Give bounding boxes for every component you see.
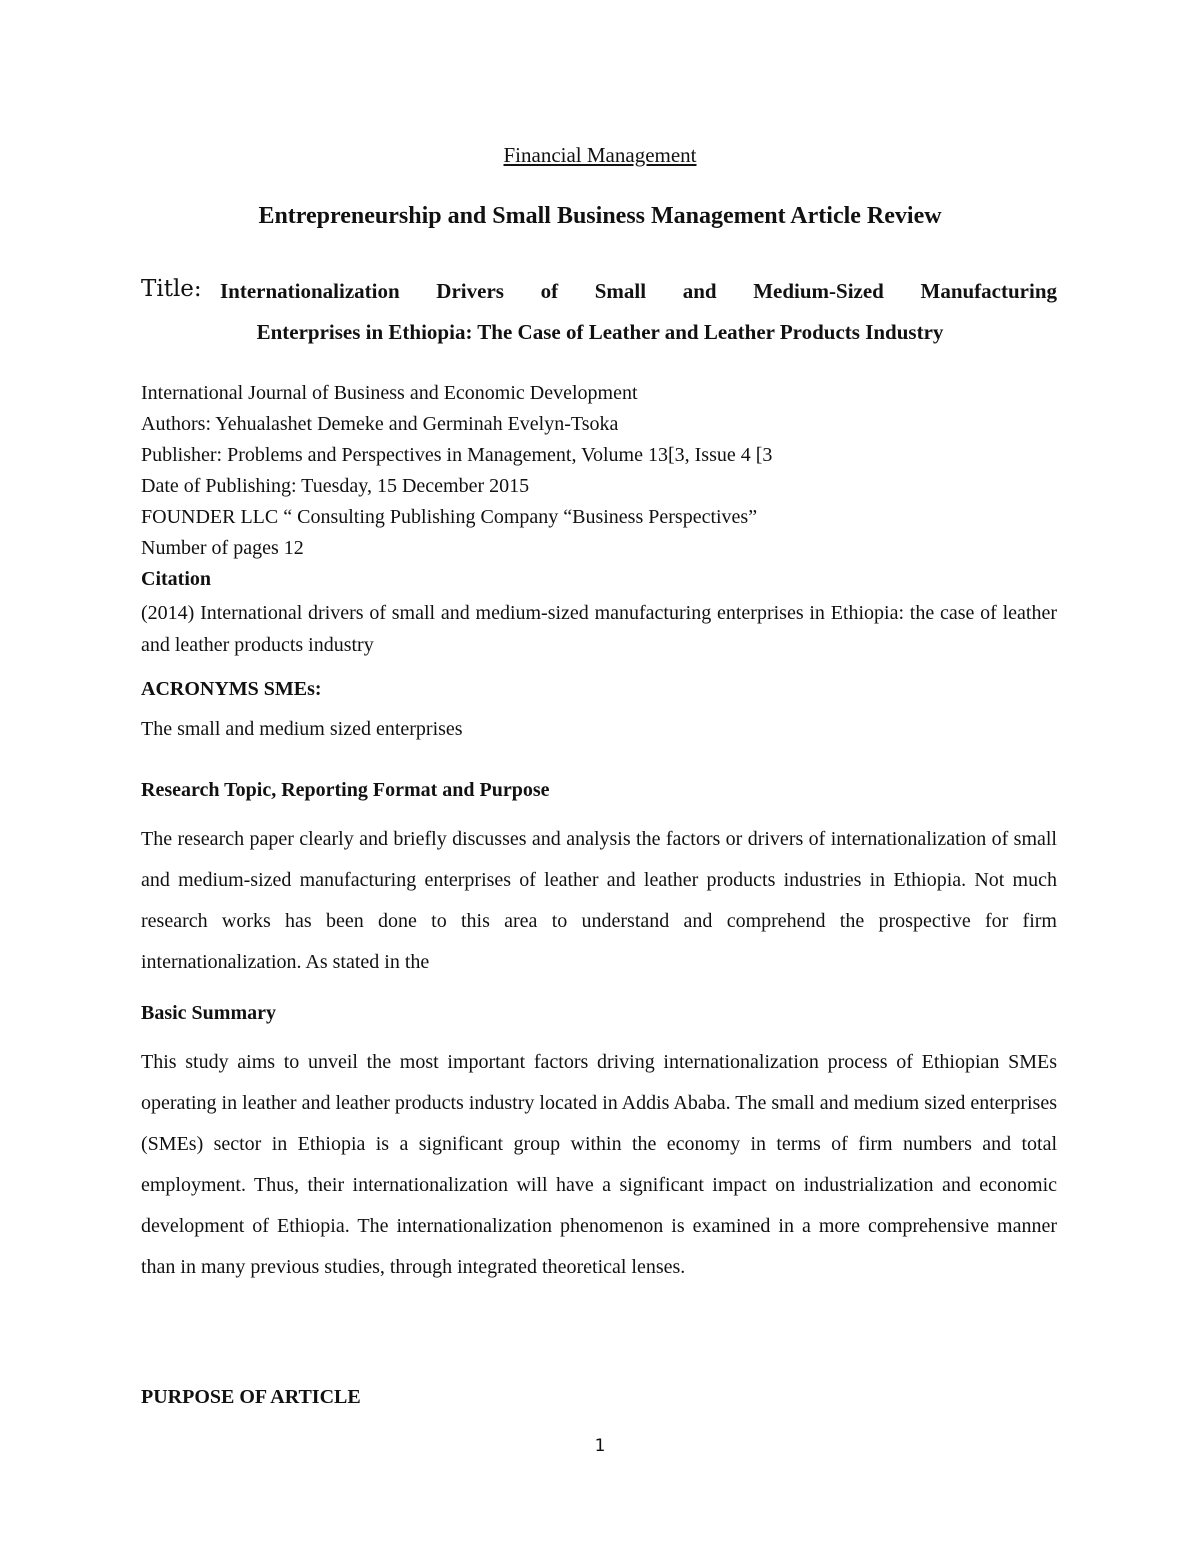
title-label: Title: <box>141 276 202 302</box>
article-metadata <box>141 378 1057 595</box>
research-topic-heading: Research Topic, Reporting Format and Purpose <box>141 779 550 801</box>
basic-summary-heading: Basic Summary <box>141 1002 276 1024</box>
research-topic-paragraph: The research paper clearly and briefly discusses and analysis the factors or drivers of internationalization of small and medium-sized manufacturing enterprises of leather and leather products industries in Ethiopia. Not much research works has been done to this area to understand and comprehend the prospective for firm internationalization. As stated in the <box>141 828 1057 973</box>
publishing-date-line: Date of Publishing: Tuesday, 15 December 2015 <box>141 475 530 497</box>
authors-line: Authors: Yehualashet Demeke and Germinah Evelyn-Tsoka <box>141 413 619 435</box>
basic-summary-paragraph: This study aims to unveil the most important factors driving internationalization process of Ethiopian SMEs operating in leather and leather products industry located in Addis Ababa. The small and medium sized enterprises (SMEs) sector in Ethiopia is a significant group within the economy in terms of firm numbers and total employment. Thus, their internationalization will have a significant impact on industrialization and economic development of Ethiopia. The internationalization phenomenon is examined in a more comprehensive manner than in many previous studies, through integrated theoretical lenses. <box>141 1051 1057 1278</box>
citation-text: (2014) International drivers of small and medium-sized manufacturing enterprises in Ethiopia: the case of leather and leather products industry <box>141 602 1057 656</box>
citation-heading: Citation <box>141 568 211 590</box>
article-title-line-2: Enterprises in Ethiopia: The Case of Leather and Leather Products Industry <box>256 320 944 344</box>
page-count-line: Number of pages 12 <box>141 537 304 559</box>
publisher-line: Publisher: Problems and Perspectives in Management, Volume 13[3, Issue 4 [3 <box>141 444 773 466</box>
article-title-line-1: Internationalization Drivers of Small and Medium-Sized Manufacturing <box>220 279 1057 303</box>
journal-name: International Journal of Business and Economic Development <box>141 382 638 404</box>
course-heading: Financial Management <box>503 143 697 167</box>
founder-line: FOUNDER LLC “ Consulting Publishing Company “Business Perspectives” <box>141 506 758 528</box>
purpose-heading: PURPOSE OF ARTICLE <box>141 1386 361 1408</box>
acronyms-heading: ACRONYMS SMEs: <box>141 678 322 700</box>
review-title: Entrepreneurship and Small Business Management Article Review <box>258 203 942 229</box>
page-number: 1 <box>594 1436 606 1456</box>
acronyms-text: The small and medium sized enterprises <box>141 718 463 740</box>
